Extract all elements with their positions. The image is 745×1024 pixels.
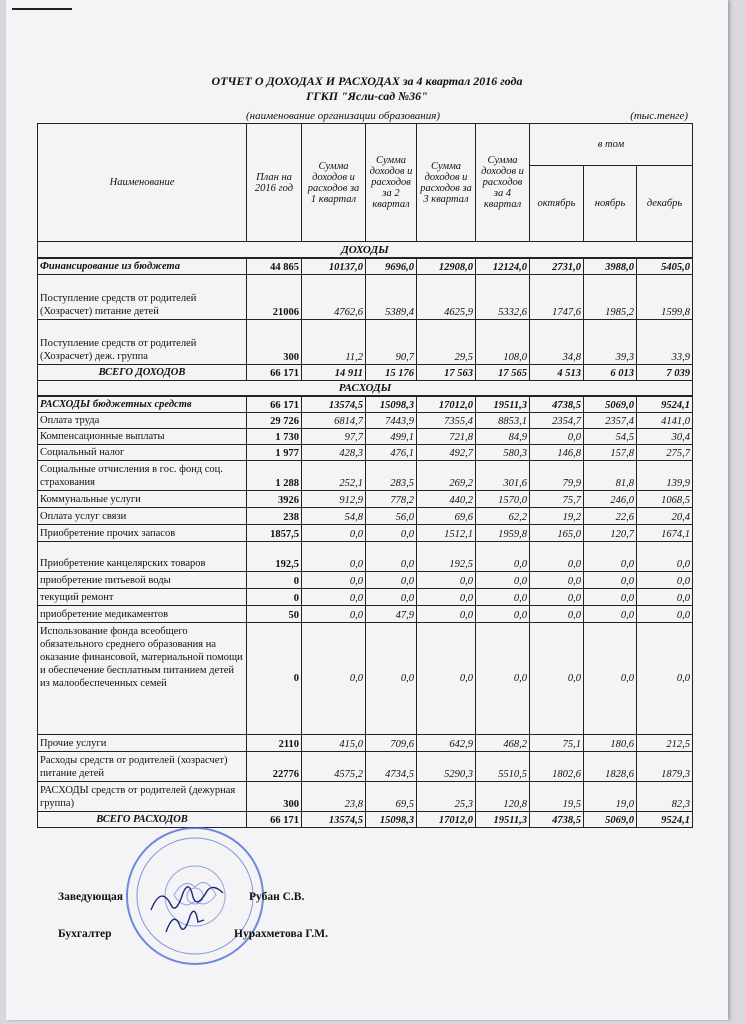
cell-plan: 1 977 bbox=[247, 445, 302, 461]
cell-dec: 4141,0 bbox=[637, 413, 693, 429]
table-row bbox=[38, 445, 693, 461]
cell-dec: 1068,5 bbox=[637, 491, 693, 508]
section-row bbox=[38, 380, 693, 396]
row-label: приобретение медикаментов bbox=[38, 606, 247, 623]
cell-q3: 29,5 bbox=[417, 319, 476, 364]
cell-nov: 2357,4 bbox=[584, 413, 637, 429]
row-label: Компенсационные выплаты bbox=[38, 429, 247, 445]
cell-q2: 15 176 bbox=[366, 364, 417, 380]
cell-plan: 238 bbox=[247, 508, 302, 525]
cell-q2: 56,0 bbox=[366, 508, 417, 525]
cell-dec: 33,9 bbox=[637, 319, 693, 364]
cell-q1: 252,1 bbox=[302, 461, 366, 491]
cell-dec: 9524,1 bbox=[637, 812, 693, 828]
cell-q3: 25,3 bbox=[417, 782, 476, 812]
cell-q3: 642,9 bbox=[417, 735, 476, 752]
table-row bbox=[38, 572, 693, 589]
cell-oct: 0,0 bbox=[530, 572, 584, 589]
cell-q2: 778,2 bbox=[366, 491, 417, 508]
cell-plan: 21006 bbox=[247, 274, 302, 319]
cell-q3: 492,7 bbox=[417, 445, 476, 461]
col-plan-header: План на 2016 год bbox=[247, 124, 302, 242]
cell-dec: 7 039 bbox=[637, 364, 693, 380]
cell-q2: 0,0 bbox=[366, 589, 417, 606]
cell-q1: 0,0 bbox=[302, 589, 366, 606]
row-label: ВСЕГО РАСХОДОВ bbox=[38, 812, 247, 828]
cell-q4: 0,0 bbox=[476, 623, 530, 735]
cell-q1: 912,9 bbox=[302, 491, 366, 508]
cell-q2: 499,1 bbox=[366, 429, 417, 445]
cell-q4: 468,2 bbox=[476, 735, 530, 752]
cell-q4: 19511,3 bbox=[476, 812, 530, 828]
cell-q3: 4625,9 bbox=[417, 274, 476, 319]
col-name-header: Наименование bbox=[38, 124, 247, 242]
cell-q3: 69,6 bbox=[417, 508, 476, 525]
cell-q1: 4762,6 bbox=[302, 274, 366, 319]
cell-plan: 1 288 bbox=[247, 461, 302, 491]
cell-q3: 7355,4 bbox=[417, 413, 476, 429]
cell-dec: 275,7 bbox=[637, 445, 693, 461]
table-row bbox=[38, 258, 693, 275]
cell-q3: 269,2 bbox=[417, 461, 476, 491]
row-label: Коммунальные услуги bbox=[38, 491, 247, 508]
cell-q4: 8853,1 bbox=[476, 413, 530, 429]
table-row bbox=[38, 525, 693, 542]
table-row bbox=[38, 606, 693, 623]
section-title: РАСХОДЫ bbox=[38, 380, 693, 396]
row-label: Расходы средств от родителей (хозрасчет) питание детей bbox=[38, 752, 247, 782]
cell-dec: 0,0 bbox=[637, 542, 693, 572]
cell-q2: 9696,0 bbox=[366, 258, 417, 275]
col-december-header: декабрь bbox=[637, 166, 693, 242]
cell-plan: 50 bbox=[247, 606, 302, 623]
cell-q1: 10137,0 bbox=[302, 258, 366, 275]
row-label: Финансирование из бюджета bbox=[38, 258, 247, 275]
col-q3-header: Сумма доходов и расходов за 3 квартал bbox=[417, 124, 476, 242]
row-label: текущий ремонт bbox=[38, 589, 247, 606]
cell-oct: 2731,0 bbox=[530, 258, 584, 275]
cell-nov: 0,0 bbox=[584, 606, 637, 623]
row-label: Приобретение канцелярских товаров bbox=[38, 542, 247, 572]
cell-oct: 146,8 bbox=[530, 445, 584, 461]
report-title: ОТЧЕТ О ДОХОДАХ И РАСХОДАХ за 4 квартал 2016 года bbox=[211, 74, 523, 88]
cell-q3: 0,0 bbox=[417, 589, 476, 606]
director-title: Заведующая bbox=[58, 891, 124, 903]
cell-nov: 180,6 bbox=[584, 735, 637, 752]
cell-dec: 0,0 bbox=[637, 589, 693, 606]
table-row bbox=[38, 542, 693, 572]
cell-oct: 34,8 bbox=[530, 319, 584, 364]
table-row bbox=[38, 364, 693, 380]
cell-dec: 1599,8 bbox=[637, 274, 693, 319]
cell-nov: 22,6 bbox=[584, 508, 637, 525]
row-label: РАСХОДЫ средств от родителей (дежурная группа) bbox=[38, 782, 247, 812]
cell-nov: 1985,2 bbox=[584, 274, 637, 319]
cell-dec: 5405,0 bbox=[637, 258, 693, 275]
cell-q2: 5389,4 bbox=[366, 274, 417, 319]
table-row bbox=[38, 274, 693, 319]
report-table bbox=[37, 123, 693, 828]
cell-dec: 212,5 bbox=[637, 735, 693, 752]
row-label: Оплата труда bbox=[38, 413, 247, 429]
units-label: (тыс.тенге) bbox=[630, 110, 688, 122]
cell-nov: 3988,0 bbox=[584, 258, 637, 275]
cell-oct: 0,0 bbox=[530, 542, 584, 572]
cell-q1: 0,0 bbox=[302, 623, 366, 735]
organization-name: ГГКП "Ясли-сад №36" bbox=[306, 89, 428, 103]
accountant-name: Нурахметова Г.М. bbox=[234, 928, 328, 940]
row-label: Прочие услуги bbox=[38, 735, 247, 752]
cell-q1: 4575,2 bbox=[302, 752, 366, 782]
cell-oct: 165,0 bbox=[530, 525, 584, 542]
cell-q2: 69,5 bbox=[366, 782, 417, 812]
cell-q3: 721,8 bbox=[417, 429, 476, 445]
handwritten-signatures bbox=[146, 870, 246, 940]
col-q2-header: Сумма доходов и расходов за 2 квартал bbox=[366, 124, 417, 242]
cell-q3: 0,0 bbox=[417, 623, 476, 735]
cell-plan: 66 171 bbox=[247, 812, 302, 828]
cell-q4: 17 565 bbox=[476, 364, 530, 380]
row-label: РАСХОДЫ бюджетных средств bbox=[38, 396, 247, 413]
row-label: приобретение питьевой воды bbox=[38, 572, 247, 589]
cell-q4: 0,0 bbox=[476, 589, 530, 606]
cell-plan: 300 bbox=[247, 782, 302, 812]
cell-q1: 6814,7 bbox=[302, 413, 366, 429]
table-row bbox=[38, 461, 693, 491]
cell-q1: 0,0 bbox=[302, 525, 366, 542]
cell-nov: 54,5 bbox=[584, 429, 637, 445]
col-october-header: октябрь bbox=[530, 166, 584, 242]
cell-q1: 97,7 bbox=[302, 429, 366, 445]
cell-dec: 30,4 bbox=[637, 429, 693, 445]
col-group-header: в том bbox=[530, 124, 693, 166]
table-row bbox=[38, 508, 693, 525]
cell-dec: 0,0 bbox=[637, 623, 693, 735]
cell-nov: 19,0 bbox=[584, 782, 637, 812]
cell-q4: 580,3 bbox=[476, 445, 530, 461]
cell-nov: 157,8 bbox=[584, 445, 637, 461]
accountant-title: Бухгалтер bbox=[58, 928, 112, 940]
cell-q4: 62,2 bbox=[476, 508, 530, 525]
cell-q2: 0,0 bbox=[366, 623, 417, 735]
cell-oct: 1747,6 bbox=[530, 274, 584, 319]
cell-oct: 0,0 bbox=[530, 589, 584, 606]
cell-q1: 0,0 bbox=[302, 542, 366, 572]
cell-q1: 415,0 bbox=[302, 735, 366, 752]
col-q1-header: Сумма доходов и расходов за 1 квартал bbox=[302, 124, 366, 242]
cell-q4: 0,0 bbox=[476, 606, 530, 623]
cell-q2: 0,0 bbox=[366, 542, 417, 572]
cell-q1: 11,2 bbox=[302, 319, 366, 364]
row-label: ВСЕГО ДОХОДОВ bbox=[38, 364, 247, 380]
cell-nov: 0,0 bbox=[584, 589, 637, 606]
row-label: Социальный налог bbox=[38, 445, 247, 461]
cell-nov: 0,0 bbox=[584, 542, 637, 572]
cell-dec: 139,9 bbox=[637, 461, 693, 491]
cell-plan: 2110 bbox=[247, 735, 302, 752]
col-q4-header: Сумма доходов и расходов за 4 квартал bbox=[476, 124, 530, 242]
cell-q3: 440,2 bbox=[417, 491, 476, 508]
cell-oct: 0,0 bbox=[530, 623, 584, 735]
cell-q2: 0,0 bbox=[366, 572, 417, 589]
cell-q2: 0,0 bbox=[366, 525, 417, 542]
cell-q1: 0,0 bbox=[302, 606, 366, 623]
cell-q2: 47,9 bbox=[366, 606, 417, 623]
cell-oct: 19,5 bbox=[530, 782, 584, 812]
cell-plan: 0 bbox=[247, 623, 302, 735]
cell-oct: 4738,5 bbox=[530, 396, 584, 413]
cell-q3: 12908,0 bbox=[417, 258, 476, 275]
cell-q2: 709,6 bbox=[366, 735, 417, 752]
cell-plan: 66 171 bbox=[247, 364, 302, 380]
cell-nov: 81,8 bbox=[584, 461, 637, 491]
cell-q1: 0,0 bbox=[302, 572, 366, 589]
cell-dec: 1879,3 bbox=[637, 752, 693, 782]
section-row bbox=[38, 242, 693, 258]
cell-nov: 6 013 bbox=[584, 364, 637, 380]
cell-plan: 22776 bbox=[247, 752, 302, 782]
cell-q2: 4734,5 bbox=[366, 752, 417, 782]
cell-q4: 5332,6 bbox=[476, 274, 530, 319]
cell-q1: 14 911 bbox=[302, 364, 366, 380]
table-row bbox=[38, 623, 693, 735]
cell-nov: 5069,0 bbox=[584, 812, 637, 828]
director-name: Рубан С.В. bbox=[249, 891, 305, 903]
cell-q4: 84,9 bbox=[476, 429, 530, 445]
cell-oct: 79,9 bbox=[530, 461, 584, 491]
cell-q2: 15098,3 bbox=[366, 396, 417, 413]
table-row bbox=[38, 782, 693, 812]
cell-q4: 120,8 bbox=[476, 782, 530, 812]
table-row bbox=[38, 735, 693, 752]
corner-mark bbox=[12, 8, 72, 10]
cell-dec: 1674,1 bbox=[637, 525, 693, 542]
cell-q4: 0,0 bbox=[476, 572, 530, 589]
cell-q2: 7443,9 bbox=[366, 413, 417, 429]
cell-q4: 12124,0 bbox=[476, 258, 530, 275]
table-row bbox=[38, 491, 693, 508]
cell-q3: 0,0 bbox=[417, 606, 476, 623]
cell-plan: 0 bbox=[247, 589, 302, 606]
cell-q1: 23,8 bbox=[302, 782, 366, 812]
cell-plan: 192,5 bbox=[247, 542, 302, 572]
cell-q4: 5510,5 bbox=[476, 752, 530, 782]
cell-oct: 4 513 bbox=[530, 364, 584, 380]
cell-q3: 17012,0 bbox=[417, 812, 476, 828]
cell-oct: 75,1 bbox=[530, 735, 584, 752]
cell-nov: 120,7 bbox=[584, 525, 637, 542]
cell-q4: 0,0 bbox=[476, 542, 530, 572]
row-label: Поступление средств от родителей (Хозрасчет) питание детей bbox=[38, 274, 247, 319]
cell-nov: 0,0 bbox=[584, 623, 637, 735]
row-label: Приобретение прочих запасов bbox=[38, 525, 247, 542]
cell-q3: 192,5 bbox=[417, 542, 476, 572]
table-row bbox=[38, 396, 693, 413]
cell-q4: 19511,3 bbox=[476, 396, 530, 413]
cell-oct: 1802,6 bbox=[530, 752, 584, 782]
cell-plan: 66 171 bbox=[247, 396, 302, 413]
cell-q1: 13574,5 bbox=[302, 812, 366, 828]
cell-q2: 283,5 bbox=[366, 461, 417, 491]
cell-oct: 4738,5 bbox=[530, 812, 584, 828]
cell-q3: 5290,3 bbox=[417, 752, 476, 782]
cell-oct: 19,2 bbox=[530, 508, 584, 525]
cell-nov: 1828,6 bbox=[584, 752, 637, 782]
organization-caption: (наименование организации образования) bbox=[246, 110, 441, 122]
cell-dec: 82,3 bbox=[637, 782, 693, 812]
cell-nov: 0,0 bbox=[584, 572, 637, 589]
cell-plan: 3926 bbox=[247, 491, 302, 508]
cell-q3: 17012,0 bbox=[417, 396, 476, 413]
table-row bbox=[38, 752, 693, 782]
cell-q1: 428,3 bbox=[302, 445, 366, 461]
cell-oct: 75,7 bbox=[530, 491, 584, 508]
cell-q2: 15098,3 bbox=[366, 812, 417, 828]
row-label: Оплата услуг связи bbox=[38, 508, 247, 525]
cell-plan: 1 730 bbox=[247, 429, 302, 445]
cell-q2: 476,1 bbox=[366, 445, 417, 461]
cell-oct: 0,0 bbox=[530, 606, 584, 623]
cell-q4: 1570,0 bbox=[476, 491, 530, 508]
cell-q4: 301,6 bbox=[476, 461, 530, 491]
document-page bbox=[6, 0, 728, 1020]
cell-oct: 0,0 bbox=[530, 429, 584, 445]
cell-oct: 2354,7 bbox=[530, 413, 584, 429]
cell-dec: 0,0 bbox=[637, 572, 693, 589]
cell-q3: 0,0 bbox=[417, 572, 476, 589]
row-label: Социальные отчисления в гос. фонд соц. страхования bbox=[38, 461, 247, 491]
cell-dec: 0,0 bbox=[637, 606, 693, 623]
cell-plan: 29 726 bbox=[247, 413, 302, 429]
cell-plan: 1857,5 bbox=[247, 525, 302, 542]
cell-q1: 54,8 bbox=[302, 508, 366, 525]
table-row bbox=[38, 319, 693, 364]
table-row bbox=[38, 589, 693, 606]
cell-dec: 9524,1 bbox=[637, 396, 693, 413]
cell-nov: 246,0 bbox=[584, 491, 637, 508]
row-label: Использование фонда всеобщего обязательного среднего образования на оказание финансовой, материальной помощи и обеспечение бесплатным питанием детей из малообеспеченных семей bbox=[38, 623, 247, 735]
col-november-header: ноябрь bbox=[584, 166, 637, 242]
cell-q4: 108,0 bbox=[476, 319, 530, 364]
cell-plan: 300 bbox=[247, 319, 302, 364]
cell-plan: 0 bbox=[247, 572, 302, 589]
cell-q3: 17 563 bbox=[417, 364, 476, 380]
cell-q1: 13574,5 bbox=[302, 396, 366, 413]
cell-dec: 20,4 bbox=[637, 508, 693, 525]
row-label: Поступление средств от родителей (Хозрасчет) деж. группа bbox=[38, 319, 247, 364]
table-row bbox=[38, 429, 693, 445]
cell-q2: 90,7 bbox=[366, 319, 417, 364]
cell-nov: 5069,0 bbox=[584, 396, 637, 413]
cell-q4: 1959,8 bbox=[476, 525, 530, 542]
table-row bbox=[38, 413, 693, 429]
cell-plan: 44 865 bbox=[247, 258, 302, 275]
cell-nov: 39,3 bbox=[584, 319, 637, 364]
cell-q3: 1512,1 bbox=[417, 525, 476, 542]
section-title: ДОХОДЫ bbox=[38, 242, 693, 258]
